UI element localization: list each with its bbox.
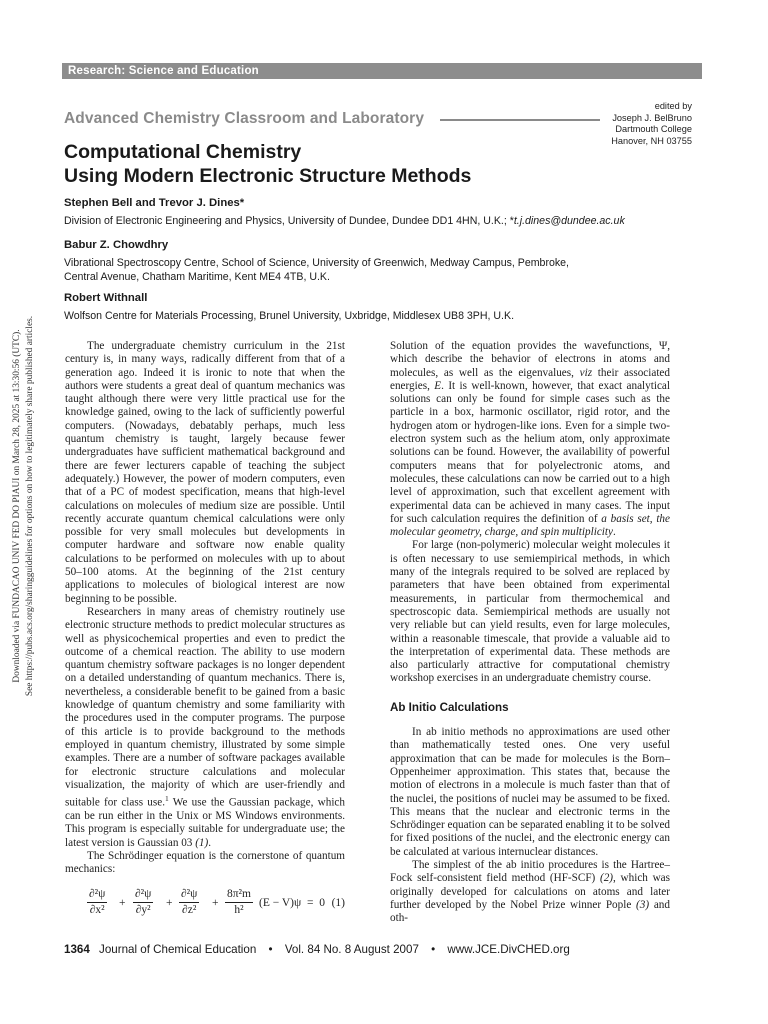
eq-numerator: ∂²ψ bbox=[133, 887, 153, 903]
text: E bbox=[434, 379, 442, 392]
eq-term bbox=[133, 887, 153, 918]
editor-address: Hanover, NH 03755 bbox=[611, 135, 692, 146]
author-affiliation: Wolfson Centre for Materials Processing, Brunel University, Uxbridge, Middlesex UB8 3PH, U.K. bbox=[64, 310, 515, 322]
editor-line: edited by bbox=[654, 101, 692, 111]
citation-ref[interactable]: (3) bbox=[636, 898, 650, 911]
eq-term bbox=[225, 887, 253, 918]
paragraph: For large (non-polymeric) molecular weight molecules it is often necessary to use semiempirical methods, in which many of the integrals required to be solved are replaced by parameters that have been obtained from experimental measurements, in particular from thermochemical and spectroscopic data. Semiempirical methods are usually not very reliable but can yield results, even for large molecules, within a reasonable timescale, that provide a valuable aid to the interpretation of experimental data. These methods are also particularly attractive for computational chemistry workshop exercises in an undergraduate chemistry course. bbox=[390, 539, 670, 685]
text: . bbox=[208, 836, 212, 849]
editor-name: Joseph J. BelBruno bbox=[612, 112, 692, 123]
text: We use the Gaussian package, which can be run either in the Unix or MS Windows environments. This program is especially suitable for undergraduate use; the latest version is Gaussian 03 bbox=[65, 796, 345, 849]
paragraph bbox=[390, 340, 670, 539]
author-affiliation: Central Avenue, Chatham Maritime, Kent ME4 4TB, U.K. bbox=[64, 271, 330, 283]
article-title bbox=[64, 140, 471, 188]
right-column bbox=[390, 340, 670, 925]
footnote-ref[interactable]: 1 bbox=[165, 794, 169, 804]
eq-term bbox=[87, 887, 107, 918]
eq-denominator: ∂z² bbox=[182, 903, 197, 916]
series-title: Advanced Chemistry Classroom and Laboratory bbox=[64, 110, 425, 127]
author-email[interactable]: t.j.dines@dundee.ac.uk bbox=[513, 215, 625, 227]
eq-numerator: ∂²ψ bbox=[87, 887, 107, 903]
text: Researchers in many areas of chemistry routinely use electronic structure methods to predict molecular structures as well as physicochemical properties and even to predict the outcome of a chemical reaction. The ability to use modern quantum chemistry software packages is no longer dependent on a detailed understanding of quantum mechanics. There is, nevertheless, a considerable benefit to be gained from a basic knowledge of quantum chemistry and some familiarity with the procedures used in the computer programs. The purpose of this article is to provide background to the methods employed in quantum chemistry, illustrated by some simple examples. There are a number of software packages available for electronic structure calculations and molecular visualization, the majority of which are user-friendly and suitable for class use. bbox=[65, 605, 345, 809]
equation-number: (1) bbox=[331, 896, 345, 909]
eq-plus: + bbox=[212, 896, 219, 909]
volume-info: Vol. 84 No. 8 August 2007 bbox=[284, 943, 419, 956]
article-title-line-2: Using Modern Electronic Structure Methods bbox=[64, 165, 472, 187]
download-notice bbox=[4, 316, 44, 696]
author-block-3 bbox=[64, 291, 514, 323]
text: viz bbox=[579, 366, 593, 379]
text: . bbox=[612, 526, 616, 539]
section-banner: Research: Science and Education bbox=[62, 63, 702, 79]
eq-denominator: ∂y² bbox=[135, 903, 151, 916]
page-footer bbox=[64, 943, 570, 956]
eq-plus: + bbox=[166, 896, 173, 909]
text: Solution of the equation provides the wavefunctions, Ψ, which describe the behavior of electrons in atoms and molecules, as well as the eigenvalues, bbox=[390, 340, 670, 379]
eq-numerator: ∂²ψ bbox=[179, 887, 199, 903]
paragraph bbox=[65, 606, 345, 850]
author-affiliation: Vibrational Spectroscopy Centre, School of Science, University of Greenwich, Medway Campus, Pembroke, bbox=[64, 257, 570, 269]
text: a basis set, the molecular geometry, charge, and spin multiplicity bbox=[390, 512, 670, 539]
paragraph: In ab initio methods no approximations are used other than mathematically tested ones. One very useful approximation that can be made for molecules is the Born–Oppenheimer approximation. This states that, because the motion of electrons in a molecule is much faster than that of the nuclei, the positions of nuclei may be assumed to be fixed. This means that the nuclear and electronic terms in the Schrödinger equation can be separated enabling it to be solved for fixed positions of the nuclei, and the electronic energy can be calculated at various internuclear distances. bbox=[390, 726, 670, 858]
editor-info bbox=[611, 101, 692, 147]
page-number: 1364 bbox=[64, 943, 90, 956]
eq-plus: + bbox=[119, 896, 126, 909]
text: . It is well-known, however, that exact analytical solutions can only be found for simple cases such as the particle in a box, harmonic oscillator, rigid rotor, and the hydrogen atom or hydrogen-like ions. Even for a simple two-electron system such as the helium atom, only approximate solutions can be found. However, the availability of powerful computers means that for polyelectronic atoms, and molecules, these calculations can now be carried out to a high level of approximation, such that excellent agreement with experimental data can be achieved in many cases. The input for such calculation requires the definition of bbox=[390, 379, 670, 525]
paragraph: The undergraduate chemistry curriculum in the 21st century is, in many ways, radically different from that of a generation ago. Indeed it is ironic to note that when the authors were students a great deal of quantum mechanics was taught although there were very little practical use for the knowledge gained, owing to the lack of sufficiently powerful computers. (Nowadays, debatably perhaps, much less quantum chemistry is taught, largely because fewer undergraduates have sufficient mathematical background and there are fewer lecturers capable of teaching the subject adequately.) However, the power of modern computers, even that of a PC of modest specification, means that high-level calculations on molecules of medium size are possible. Until recently accurate quantum chemical calculations were only possible for very small molecules but developments in computer hardware and software now enable quality calculations to be performed on molecules with up to about 50–100 atoms. At the beginning of the 21st century applications to molecules of biological interest are now beginning to be possible. bbox=[65, 340, 345, 605]
bullet-separator: • bbox=[431, 943, 436, 956]
text: and oth- bbox=[390, 898, 670, 925]
text: their associated energies, bbox=[390, 366, 670, 392]
sharing-guidelines-line[interactable]: See https://pubs.acs.org/sharingguidelines for options on how to legitimately share published articles. bbox=[25, 315, 35, 697]
author-names: Robert Withnall bbox=[64, 292, 148, 304]
affiliation-text: Division of Electronic Engineering and Physics, University of Dundee, Dundee DD1 4HN, U.K.; * bbox=[64, 215, 514, 227]
eq-tail: (E − V)ψ = 0 bbox=[259, 896, 325, 909]
eq-numerator: 8π²m bbox=[225, 887, 253, 903]
eq-denominator: h² bbox=[234, 903, 244, 916]
text: The simplest of the ab initio procedures is the Hartree–Fock self-consistent field method (HF-SCF) bbox=[390, 858, 670, 885]
author-block-1 bbox=[64, 196, 625, 228]
author-names: Stephen Bell and Trevor J. Dines* bbox=[64, 197, 245, 209]
left-column bbox=[65, 340, 345, 931]
editor-institution: Dartmouth College bbox=[615, 124, 692, 134]
download-notice-line: Downloaded via FUNDACAO UNIV FED DO PIAUI on March 28, 2025 at 13:30:56 (UTC). bbox=[12, 329, 22, 683]
paragraph: The Schrödinger equation is the cornerstone of quantum mechanics: bbox=[65, 850, 345, 876]
journal-url[interactable]: www.JCE.DivCHED.org bbox=[447, 943, 570, 956]
author-block-2 bbox=[64, 238, 569, 284]
section-heading: Ab Initio Calculations bbox=[390, 700, 509, 714]
article-title-line-1: Computational Chemistry bbox=[64, 141, 302, 163]
schrodinger-equation bbox=[65, 887, 345, 931]
paragraph bbox=[390, 859, 670, 925]
series-rule bbox=[440, 119, 600, 121]
journal-name: Journal of Chemical Education bbox=[99, 943, 257, 956]
citation-ref[interactable]: (2) bbox=[599, 872, 614, 885]
author-names: Babur Z. Chowdhry bbox=[64, 239, 169, 251]
eq-term bbox=[179, 887, 199, 918]
eq-denominator: ∂x² bbox=[89, 903, 105, 916]
bullet-separator: • bbox=[268, 943, 273, 956]
citation-ref[interactable]: (1) bbox=[195, 836, 209, 849]
author-affiliation bbox=[64, 214, 625, 228]
text: , which was originally developed for calculations on atoms and later further developed by the Nobel Prize winner Pople bbox=[390, 872, 670, 911]
